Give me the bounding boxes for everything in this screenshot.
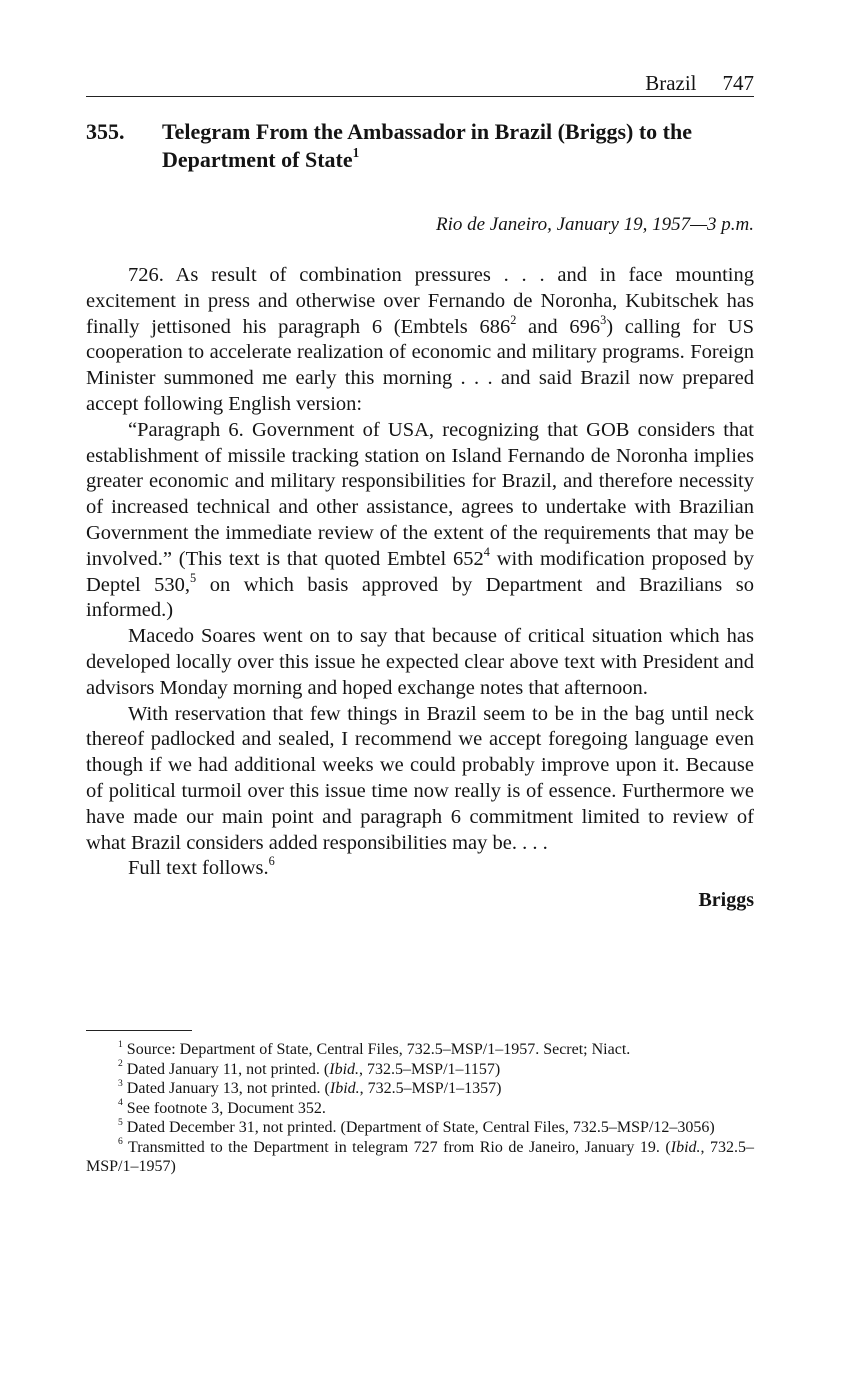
document-title — [162, 118, 754, 174]
paragraph-2-text-b: with modification proposed by Deptel 530, — [86, 547, 754, 596]
footnote-2-text-a: Dated January 11, not printed. ( — [122, 1060, 330, 1078]
paragraph-1 — [86, 263, 754, 418]
footnote-3-number: 3 — [118, 1077, 123, 1089]
footnote-ref-5: 5 — [190, 570, 197, 585]
document-number: 355. — [86, 119, 125, 144]
footnote-ref-2: 2 — [510, 312, 517, 327]
footnote-divider — [86, 1030, 192, 1031]
footnote-5 — [86, 1118, 754, 1138]
paragraph-4: With reservation that few things in Brazil seem to be in the bag until neck thereof padlocked and sealed, I recommend we accept foregoing language even though if we had additional weeks we could probably improve upon it. Because of political turmoil over this issue time now really is of essence. Furthermore we have made our main point and paragraph 6 commitment limited to review of what Brazil considers added responsibilities may be. . . . — [86, 702, 754, 854]
footnote-ref-3: 3 — [600, 312, 607, 327]
footnote-4-number: 4 — [118, 1097, 123, 1109]
footnote-1-text: Source: Department of State, Central Files, 732.5–MSP/1–1957. Secret; Niact. — [122, 1041, 631, 1058]
telegram-body — [86, 263, 754, 914]
paragraph-3: Macedo Soares went on to say that because of critical situation which has developed locally over this issue he expected clear above text with President and advisors Monday morning and hoped exchange notes that afternoon. — [86, 625, 754, 699]
footnote-2-number: 2 — [118, 1058, 123, 1070]
footnote-4 — [86, 1099, 754, 1119]
paragraph-5 — [86, 856, 754, 882]
footnote-1-number: 1 — [118, 1038, 123, 1050]
paragraph-2-text-a: “Paragraph 6. Government of USA, recognizing that GOB considers that establishment of missile tracking station on Island Fernando de Noronha implies greater economic and military responsibilities for Brazil, and therefore necessity of increased technical and other assistance, agrees to undertake with Brazilian Government the immediate review of the extent of the requirements that may be involved.” (This text is that quoted Embtel 652 — [86, 418, 754, 570]
footnote-3-ibid: Ibid. — [329, 1080, 360, 1097]
signature: Briggs — [698, 889, 754, 912]
footnote-3-text-b: , 732.5–MSP/1–1357) — [359, 1080, 502, 1097]
footnote-6-text-a: Transmitted to the Department in telegram 727 from Rio de Janeiro, January 19. ( — [122, 1138, 671, 1156]
footnote-5-number: 5 — [118, 1116, 123, 1128]
footnote-6 — [86, 1138, 754, 1177]
footnote-2-text-b: , 732.5–MSP/1–1157) — [359, 1060, 501, 1078]
footnote-6-text-b: , 732.5–MSP/1–1957) — [86, 1138, 755, 1175]
paragraph-2 — [86, 418, 754, 624]
footnote-3 — [86, 1079, 754, 1099]
document-title-text: Telegram From the Ambassador in Brazil (Briggs) to the Department of State — [162, 119, 692, 172]
running-head — [86, 70, 754, 97]
footnote-6-number: 6 — [118, 1136, 123, 1148]
dateline: Rio de Janeiro, January 19, 1957—3 p.m. — [435, 214, 754, 235]
footnote-2-ibid: Ibid. — [329, 1060, 360, 1078]
footnote-ref-6: 6 — [268, 854, 275, 869]
footnote-5-text: Dated December 31, not printed. (Department of State, Central Files, 732.5–MSP/12–3056) — [122, 1119, 715, 1136]
footnote-6-ibid: Ibid. — [670, 1138, 701, 1156]
paragraph-2-text-c: on which basis approved by Department and Brazilians so informed.) — [86, 573, 754, 622]
running-head-section: Brazil — [645, 71, 697, 95]
footnote-1 — [86, 1040, 754, 1060]
paragraph-5-text: Full text follows. — [128, 857, 269, 880]
page-number: 747 — [722, 71, 754, 95]
footnote-ref-1: 1 — [352, 145, 360, 161]
document-heading — [86, 118, 754, 174]
paragraph-1-text-a: 726. As result of combination pressures . . . and in face mounting excitement in press and otherwise over Fernando de Noronha, Kubitschek has finally jettisoned his paragraph 6 (Embtels 686 — [86, 264, 754, 338]
footnotes — [86, 1040, 754, 1177]
footnote-ref-4: 4 — [483, 544, 490, 559]
footnote-4-text: See footnote 3, Document 352. — [122, 1099, 326, 1117]
paragraph-1-text-b: and 696 — [516, 315, 601, 338]
footnote-3-text-a: Dated January 13, not printed. ( — [122, 1080, 330, 1097]
footnote-2 — [86, 1060, 754, 1080]
paragraph-1-text-c: ) calling for US cooperation to accelerate realization of economic and military programs. Foreign Minister summoned me early this morning . . . and said Brazil now prepared accept following English version: — [86, 315, 754, 415]
